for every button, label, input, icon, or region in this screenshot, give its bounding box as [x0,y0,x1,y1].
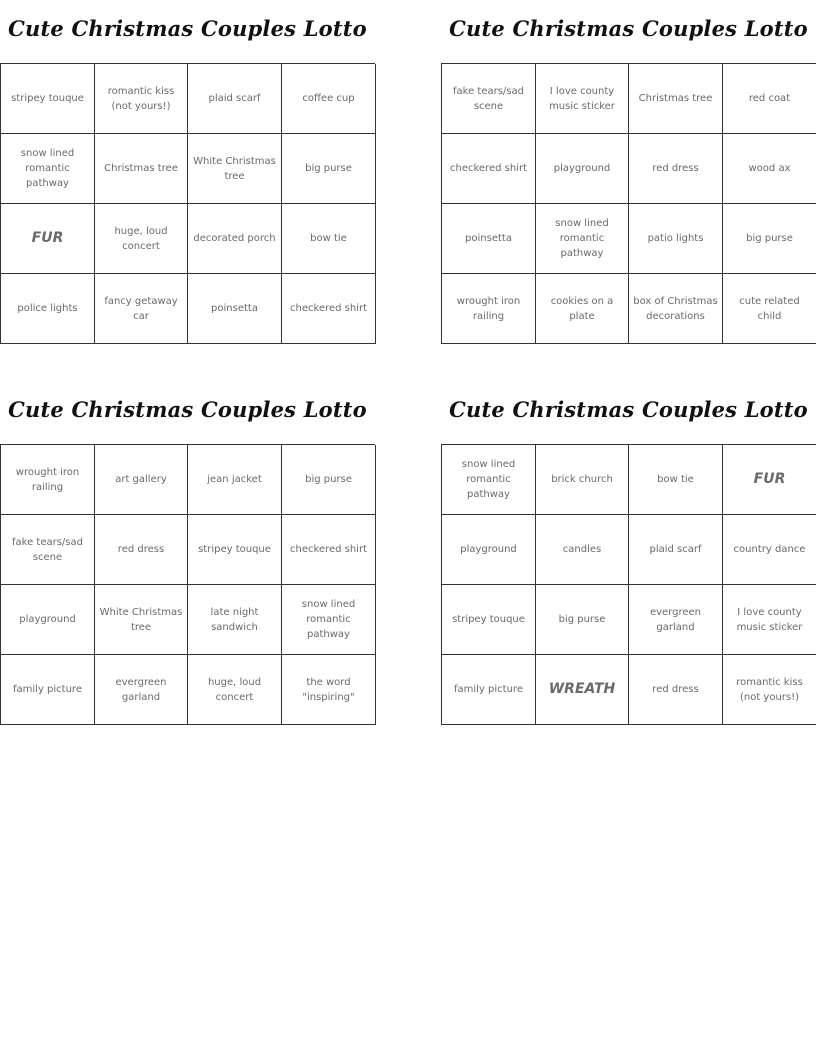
lotto-cell: snow lined romantic pathway [1,134,95,204]
lotto-cell: Christmas tree [95,134,188,204]
lotto-cell: poinsetta [188,274,282,344]
lotto-cell: wood ax [723,134,816,204]
lotto-cell: coffee cup [282,64,376,134]
card-title: Cute Christmas Couples Lotto [8,396,367,422]
lotto-cell: White Christmas tree [95,585,188,655]
lotto-cell: evergreen garland [95,655,188,725]
lotto-cell: poinsetta [442,204,536,274]
lotto-cell: checkered shirt [282,515,376,585]
lotto-cell: White Christmas tree [188,134,282,204]
lotto-cell: family picture [442,655,536,725]
lotto-cell: plaid scarf [629,515,723,585]
lotto-cell: country dance [723,515,816,585]
lotto-cell: red dress [95,515,188,585]
lotto-cell: snow lined romantic pathway [282,585,376,655]
lotto-cell: decorated porch [188,204,282,274]
lotto-cell: romantic kiss (not yours!) [95,64,188,134]
lotto-cell: playground [1,585,95,655]
lotto-cell: red coat [723,64,816,134]
lotto-cell: wrought iron railing [442,274,536,344]
lotto-cell: big purse [282,134,376,204]
lotto-cell: bow tie [282,204,376,274]
lotto-cell: late night sandwich [188,585,282,655]
lotto-cell: candles [536,515,629,585]
lotto-cell: checkered shirt [442,134,536,204]
lotto-cell: art gallery [95,445,188,515]
lotto-cell: stripey touque [442,585,536,655]
lotto-cell: plaid scarf [188,64,282,134]
lotto-cell: patio lights [629,204,723,274]
card-title: Cute Christmas Couples Lotto [449,15,808,41]
lotto-cell: Christmas tree [629,64,723,134]
lotto-cell: checkered shirt [282,274,376,344]
lotto-cell: box of Christmas decorations [629,274,723,344]
lotto-cell: brick church [536,445,629,515]
lotto-grid [0,63,375,344]
lotto-cell: bow tie [629,445,723,515]
lotto-cell: police lights [1,274,95,344]
lotto-cell: fake tears/sad scene [1,515,95,585]
lotto-cell: I love county music sticker [723,585,816,655]
lotto-cell: cute related child [723,274,816,344]
card-title: Cute Christmas Couples Lotto [8,15,367,41]
lotto-cell: fake tears/sad scene [442,64,536,134]
lotto-grid [441,444,816,725]
lotto-cell: FUR [723,445,816,515]
lotto-cell: the word "inspiring" [282,655,376,725]
lotto-cell: wrought iron railing [1,445,95,515]
lotto-cell: FUR [1,204,95,274]
lotto-cell: big purse [536,585,629,655]
lotto-cell: huge, loud concert [188,655,282,725]
lotto-cell: red dress [629,655,723,725]
lotto-cell: evergreen garland [629,585,723,655]
lotto-cell: playground [536,134,629,204]
lotto-cell: family picture [1,655,95,725]
lotto-cell: playground [442,515,536,585]
lotto-grid [0,444,375,725]
lotto-cell: big purse [723,204,816,274]
lotto-cell: jean jacket [188,445,282,515]
lotto-cell: stripey touque [1,64,95,134]
card-title: Cute Christmas Couples Lotto [449,396,808,422]
lotto-cell: snow lined romantic pathway [442,445,536,515]
lotto-cell: cookies on a plate [536,274,629,344]
lotto-grid [441,63,816,344]
lotto-cell: red dress [629,134,723,204]
lotto-cell: big purse [282,445,376,515]
lotto-cell: huge, loud concert [95,204,188,274]
lotto-cell: I love county music sticker [536,64,629,134]
lotto-cell: fancy getaway car [95,274,188,344]
lotto-cell: stripey touque [188,515,282,585]
lotto-cell: snow lined romantic pathway [536,204,629,274]
lotto-cell: romantic kiss (not yours!) [723,655,816,725]
lotto-cell: WREATH [536,655,629,725]
